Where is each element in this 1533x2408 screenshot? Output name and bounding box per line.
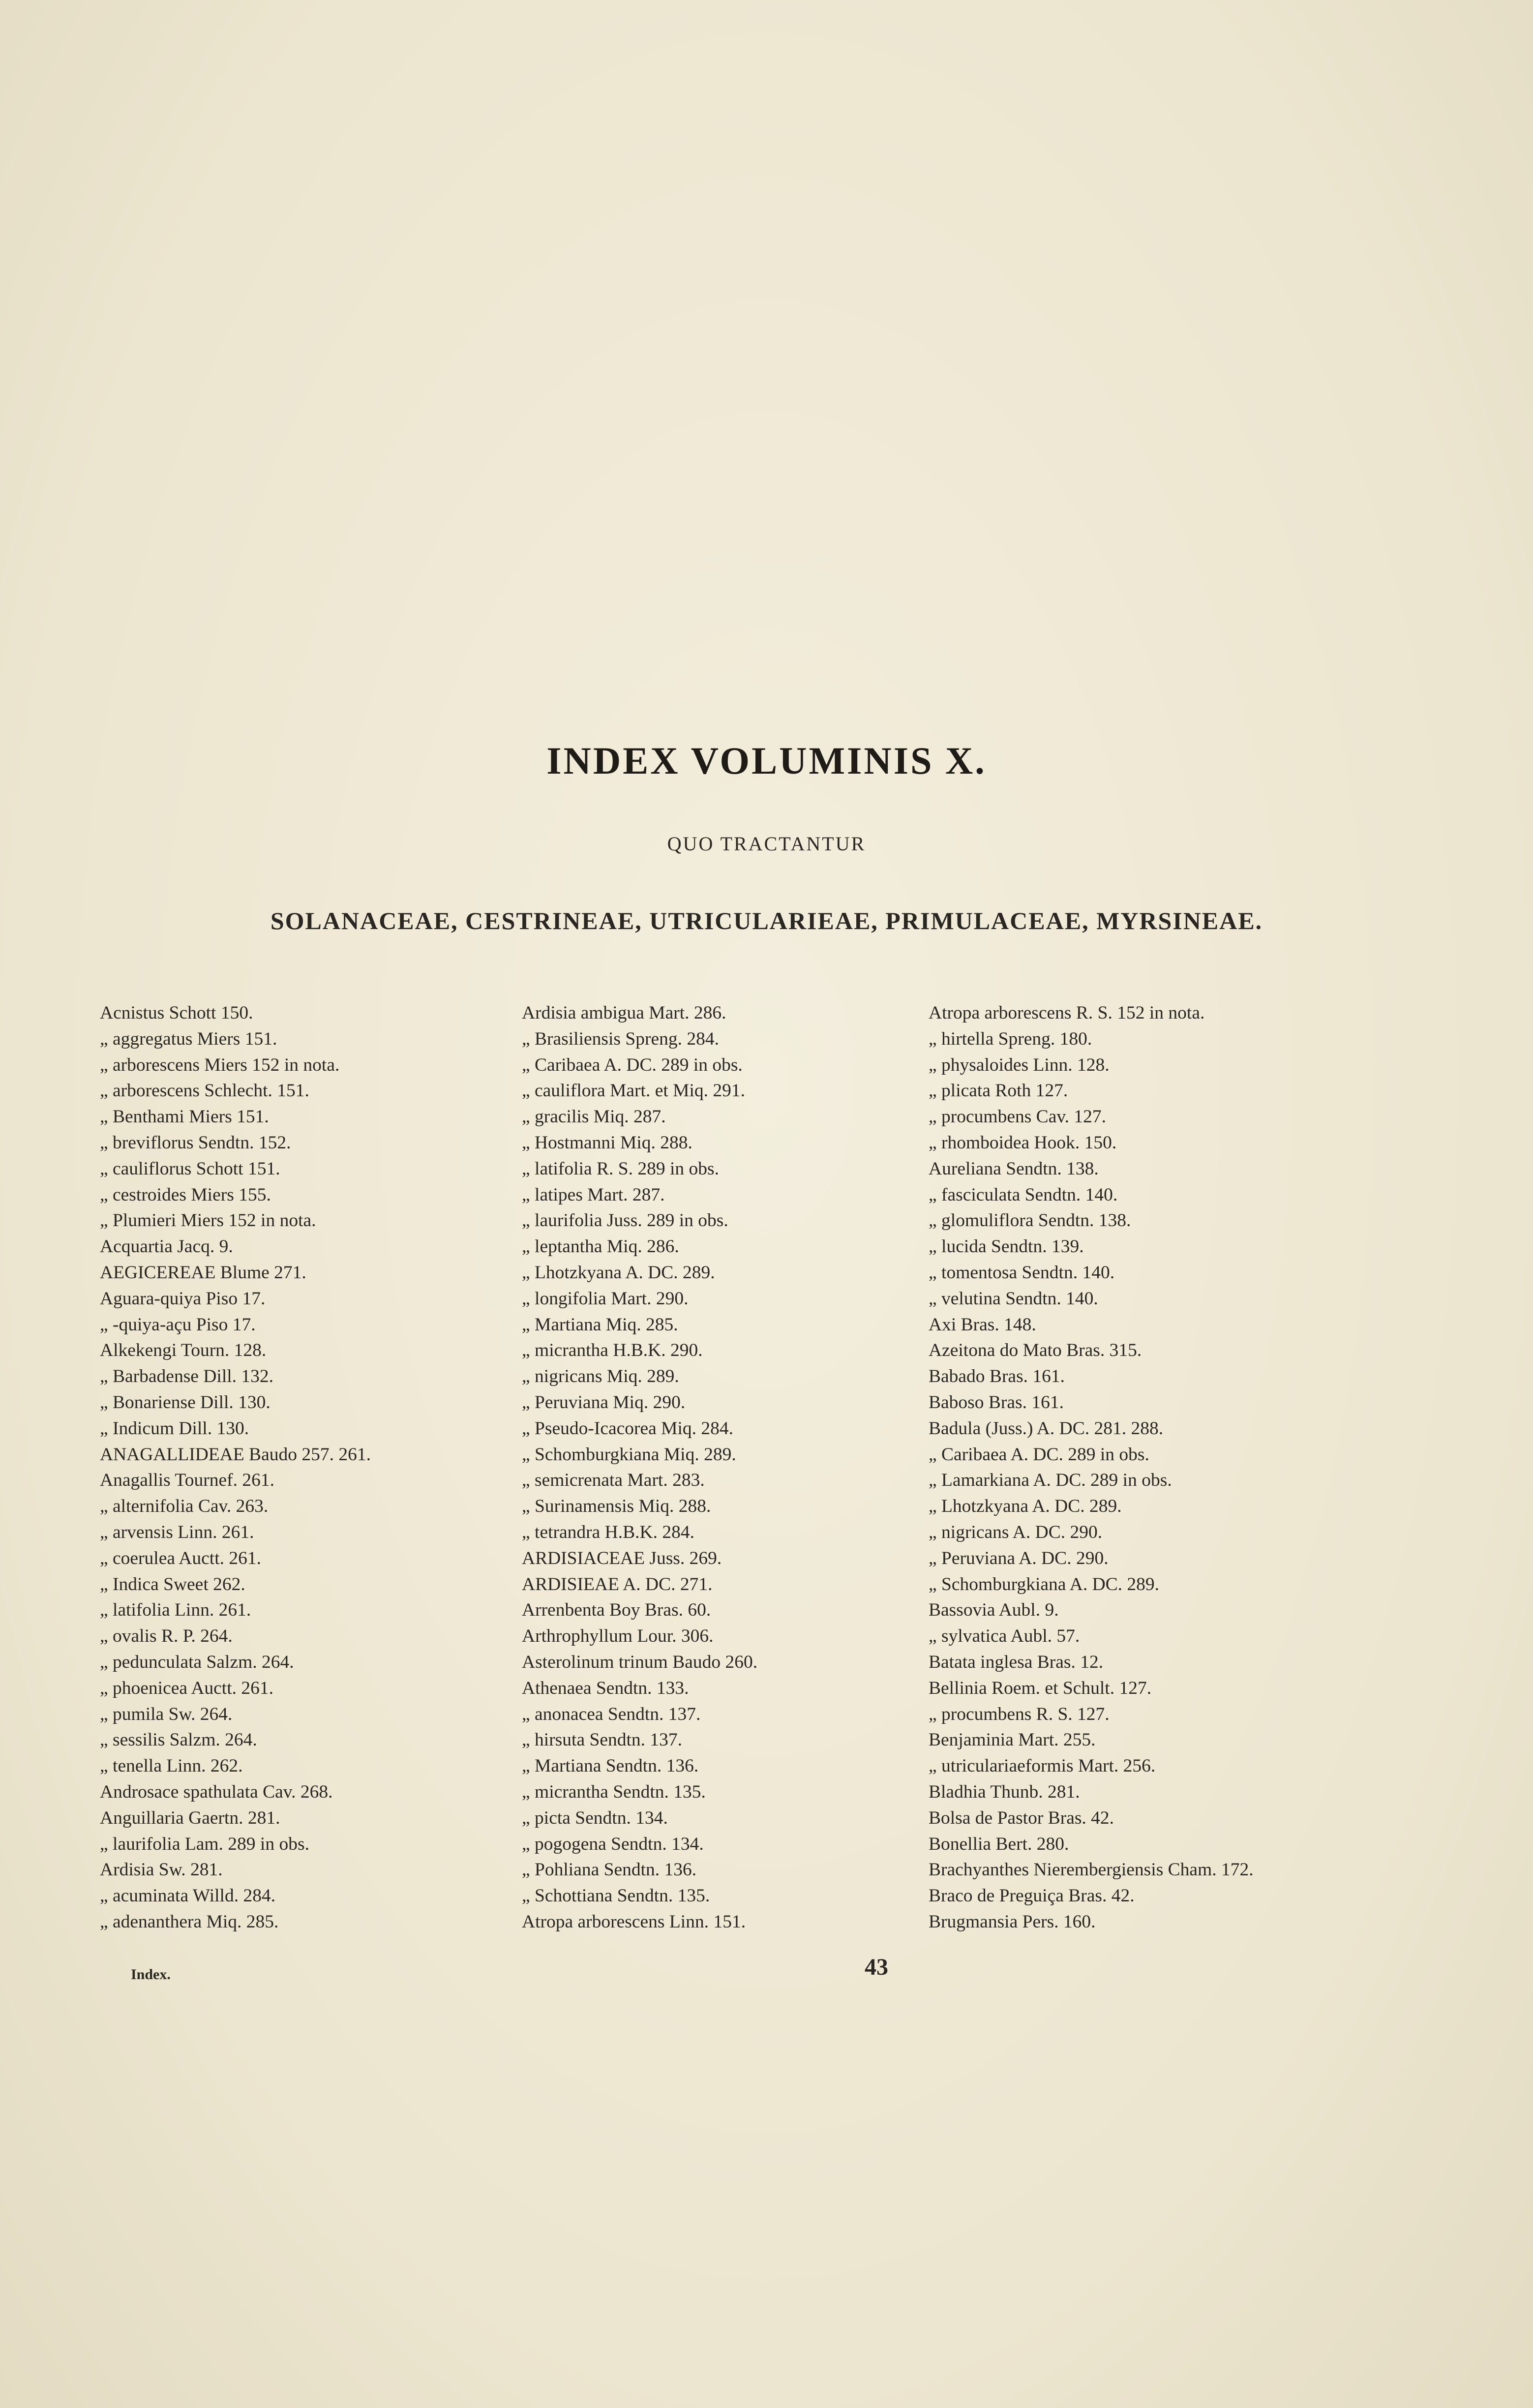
index-entry: „ Caribaea A. DC. 289 in obs. <box>522 1054 743 1075</box>
index-entry: „ cauliflorus Schott 151. <box>100 1158 280 1179</box>
index-entry: „ tenella Linn. 262. <box>100 1756 243 1776</box>
index-entry: „ arborescens Schlecht. 151. <box>100 1081 309 1101</box>
index-entry: „ Plumieri Miers 152 in nota. <box>100 1210 316 1231</box>
index-entry: Brugmansia Pers. 160. <box>929 1911 1096 1932</box>
index-entry: „ Schomburgkiana Miq. 289. <box>522 1444 736 1465</box>
index-entry: Baboso Bras. 161. <box>929 1392 1064 1413</box>
page-number: 43 <box>865 1954 888 1980</box>
index-entry: Ardisia ambigua Mart. 286. <box>522 1003 726 1023</box>
index-entry: „ procumbens R. S. 127. <box>929 1704 1110 1724</box>
index-entry: „ Pohliana Sendtn. 136. <box>522 1860 697 1880</box>
index-entry: „ Martiana Miq. 285. <box>522 1314 678 1335</box>
index-entry: „ procumbens Cav. 127. <box>929 1107 1107 1127</box>
index-entry: Acnistus Schott 150. <box>100 1003 253 1023</box>
index-entry: „ Lhotzkyana A. DC. 289. <box>929 1496 1122 1517</box>
index-entry: Babado Bras. 161. <box>929 1366 1065 1387</box>
index-entry: Arrenbenta Boy Bras. 60. <box>522 1600 711 1621</box>
index-entry: „ pogogena Sendtn. 134. <box>522 1834 704 1854</box>
index-entry: „ nigricans Miq. 289. <box>522 1366 679 1387</box>
index-entry: Aureliana Sendtn. 138. <box>929 1158 1099 1179</box>
index-entry: „ -quiya-açu Piso 17. <box>100 1314 256 1335</box>
index-entry: Androsace spathulata Cav. 268. <box>100 1781 333 1802</box>
index-entry: „ utriculariaeformis Mart. 256. <box>929 1756 1156 1776</box>
families-heading: SOLANACEAE, CESTRINEAE, UTRICULARIEAE, PRIMULACEAE, MYRSINEAE. <box>270 907 1263 934</box>
index-entry: „ velutina Sendtn. 140. <box>929 1288 1098 1309</box>
index-entry: „ Caribaea A. DC. 289 in obs. <box>929 1444 1149 1465</box>
index-entry: „ latipes Mart. 287. <box>522 1184 665 1205</box>
index-entry: „ pedunculata Salzm. 264. <box>100 1652 294 1672</box>
index-entry: „ aggregatus Miers 151. <box>100 1028 277 1049</box>
index-entry: „ latifolia Linn. 261. <box>100 1600 251 1621</box>
index-entry: Atropa arborescens R. S. 152 in nota. <box>929 1003 1205 1023</box>
index-entry: „ Schottiana Sendtn. 135. <box>522 1886 710 1906</box>
index-entry: „ sessilis Salzm. 264. <box>100 1730 257 1750</box>
index-entry: ARDISIACEAE Juss. 269. <box>522 1548 722 1568</box>
index-entry: „ tetrandra H.B.K. 284. <box>522 1522 694 1542</box>
index-title: INDEX VOLUMINIS X. <box>546 739 987 782</box>
index-entry: „ Peruviana A. DC. 290. <box>929 1548 1109 1568</box>
index-entry: Bolsa de Pastor Bras. 42. <box>929 1807 1114 1828</box>
index-entry: „ plicata Roth 127. <box>929 1081 1068 1101</box>
index-entry: Ardisia Sw. 281. <box>100 1860 223 1880</box>
index-subtitle: QUO TRACTANTUR <box>667 833 866 855</box>
index-entry: „ rhomboidea Hook. 150. <box>929 1132 1117 1153</box>
index-entry: Brachyanthes Nierembergiensis Cham. 172. <box>929 1860 1254 1880</box>
index-entry: „ coerulea Auctt. 261. <box>100 1548 261 1568</box>
index-entry: „ adenanthera Miq. 285. <box>100 1911 279 1932</box>
index-entry: Bellinia Roem. et Schult. 127. <box>929 1678 1152 1698</box>
index-entry: „ Lamarkiana A. DC. 289 in obs. <box>929 1470 1172 1491</box>
index-entry: „ phoenicea Auctt. 261. <box>100 1678 274 1698</box>
index-entry: „ Lhotzkyana A. DC. 289. <box>522 1262 715 1283</box>
index-entry: Acquartia Jacq. 9. <box>100 1236 233 1257</box>
index-entry: „ breviflorus Sendtn. 152. <box>100 1132 291 1153</box>
index-entry: „ hirsuta Sendtn. 137. <box>522 1730 683 1750</box>
index-entry: „ Barbadense Dill. 132. <box>100 1366 274 1387</box>
index-entry: ANAGALLIDEAE Baudo 257. 261. <box>100 1444 371 1465</box>
index-column-1 <box>100 1000 371 1935</box>
footer-index-label: Index. <box>131 1966 171 1983</box>
index-entry: Bladhia Thunb. 281. <box>929 1781 1080 1802</box>
index-entry: „ cestroides Miers 155. <box>100 1184 271 1205</box>
index-entry: Braco de Preguiça Bras. 42. <box>929 1886 1135 1906</box>
index-entry: „ ovalis R. P. 264. <box>100 1626 233 1647</box>
index-entry: Benjaminia Mart. 255. <box>929 1730 1096 1750</box>
index-entry: „ laurifolia Juss. 289 in obs. <box>522 1210 728 1231</box>
index-entry: „ sylvatica Aubl. 57. <box>929 1626 1080 1647</box>
index-entry: Anguillaria Gaertn. 281. <box>100 1807 280 1828</box>
index-entry: „ Bonariense Dill. 130. <box>100 1392 271 1413</box>
index-entry: „ anonacea Sendtn. 137. <box>522 1704 701 1724</box>
index-entry: „ arborescens Miers 152 in nota. <box>100 1054 340 1075</box>
index-entry: „ glomuliflora Sendtn. 138. <box>929 1210 1131 1231</box>
index-entry: „ alternifolia Cav. 263. <box>100 1496 269 1517</box>
index-entry: „ nigricans A. DC. 290. <box>929 1522 1103 1542</box>
index-entry: Asterolinum trinum Baudo 260. <box>522 1652 758 1672</box>
index-entry: „ picta Sendtn. 134. <box>522 1807 668 1828</box>
index-column-3 <box>929 1000 1254 1935</box>
index-entry: AEGICEREAE Blume 271. <box>100 1262 306 1283</box>
index-entry: „ leptantha Miq. 286. <box>522 1236 679 1257</box>
index-entry: Bonellia Bert. 280. <box>929 1834 1069 1854</box>
index-entry: „ semicrenata Mart. 283. <box>522 1470 705 1491</box>
index-entry: „ latifolia R. S. 289 in obs. <box>522 1158 720 1179</box>
index-entry: „ Martiana Sendtn. 136. <box>522 1756 699 1776</box>
index-entry: Batata inglesa Bras. 12. <box>929 1652 1104 1672</box>
index-entry: „ acuminata Willd. 284. <box>100 1886 276 1906</box>
index-entry: Azeitona do Mato Bras. 315. <box>929 1340 1142 1361</box>
index-entry: Badula (Juss.) A. DC. 281. 288. <box>929 1418 1164 1439</box>
index-entry: „ lucida Sendtn. 139. <box>929 1236 1084 1257</box>
index-entry: Axi Bras. 148. <box>929 1314 1036 1335</box>
index-entry: Anagallis Tournef. 261. <box>100 1470 274 1491</box>
index-entry: „ micrantha Sendtn. 135. <box>522 1781 706 1802</box>
index-entry: ARDISIEAE A. DC. 271. <box>522 1574 713 1595</box>
index-entry: „ longifolia Mart. 290. <box>522 1288 689 1309</box>
index-entry: „ micrantha H.B.K. 290. <box>522 1340 703 1361</box>
index-entry: Arthrophyllum Lour. 306. <box>522 1626 714 1647</box>
index-entry: „ laurifolia Lam. 289 in obs. <box>100 1834 309 1854</box>
index-entry: „ Schomburgkiana A. DC. 289. <box>929 1574 1160 1595</box>
index-entry: „ hirtella Spreng. 180. <box>929 1028 1092 1049</box>
index-entry: „ gracilis Miq. 287. <box>522 1107 666 1127</box>
index-entry: „ cauliflora Mart. et Miq. 291. <box>522 1081 746 1101</box>
index-entry: „ Indicum Dill. 130. <box>100 1418 249 1439</box>
index-entry: Alkekengi Tourn. 128. <box>100 1340 267 1361</box>
index-entry: „ arvensis Linn. 261. <box>100 1522 254 1542</box>
index-column-2 <box>522 1000 757 1935</box>
index-entry: Atropa arborescens Linn. 151. <box>522 1911 746 1932</box>
index-entry: „ Indica Sweet 262. <box>100 1574 245 1595</box>
index-entry: Aguara-quiya Piso 17. <box>100 1288 266 1309</box>
index-entry: „ tomentosa Sendtn. 140. <box>929 1262 1115 1283</box>
index-entry: „ pumila Sw. 264. <box>100 1704 233 1724</box>
index-entry: „ Brasiliensis Spreng. 284. <box>522 1028 720 1049</box>
index-entry: „ physaloides Linn. 128. <box>929 1054 1110 1075</box>
index-entry: „ Peruviana Miq. 290. <box>522 1392 686 1413</box>
index-entry: Bassovia Aubl. 9. <box>929 1600 1059 1621</box>
index-entry: „ fasciculata Sendtn. 140. <box>929 1184 1118 1205</box>
index-entry: „ Surinamensis Miq. 288. <box>522 1496 711 1517</box>
index-entry: Athenaea Sendtn. 133. <box>522 1678 689 1698</box>
index-entry: „ Benthami Miers 151. <box>100 1107 269 1127</box>
index-entry: „ Pseudo-Icacorea Miq. 284. <box>522 1418 734 1439</box>
index-entry: „ Hostmanni Miq. 288. <box>522 1132 692 1153</box>
